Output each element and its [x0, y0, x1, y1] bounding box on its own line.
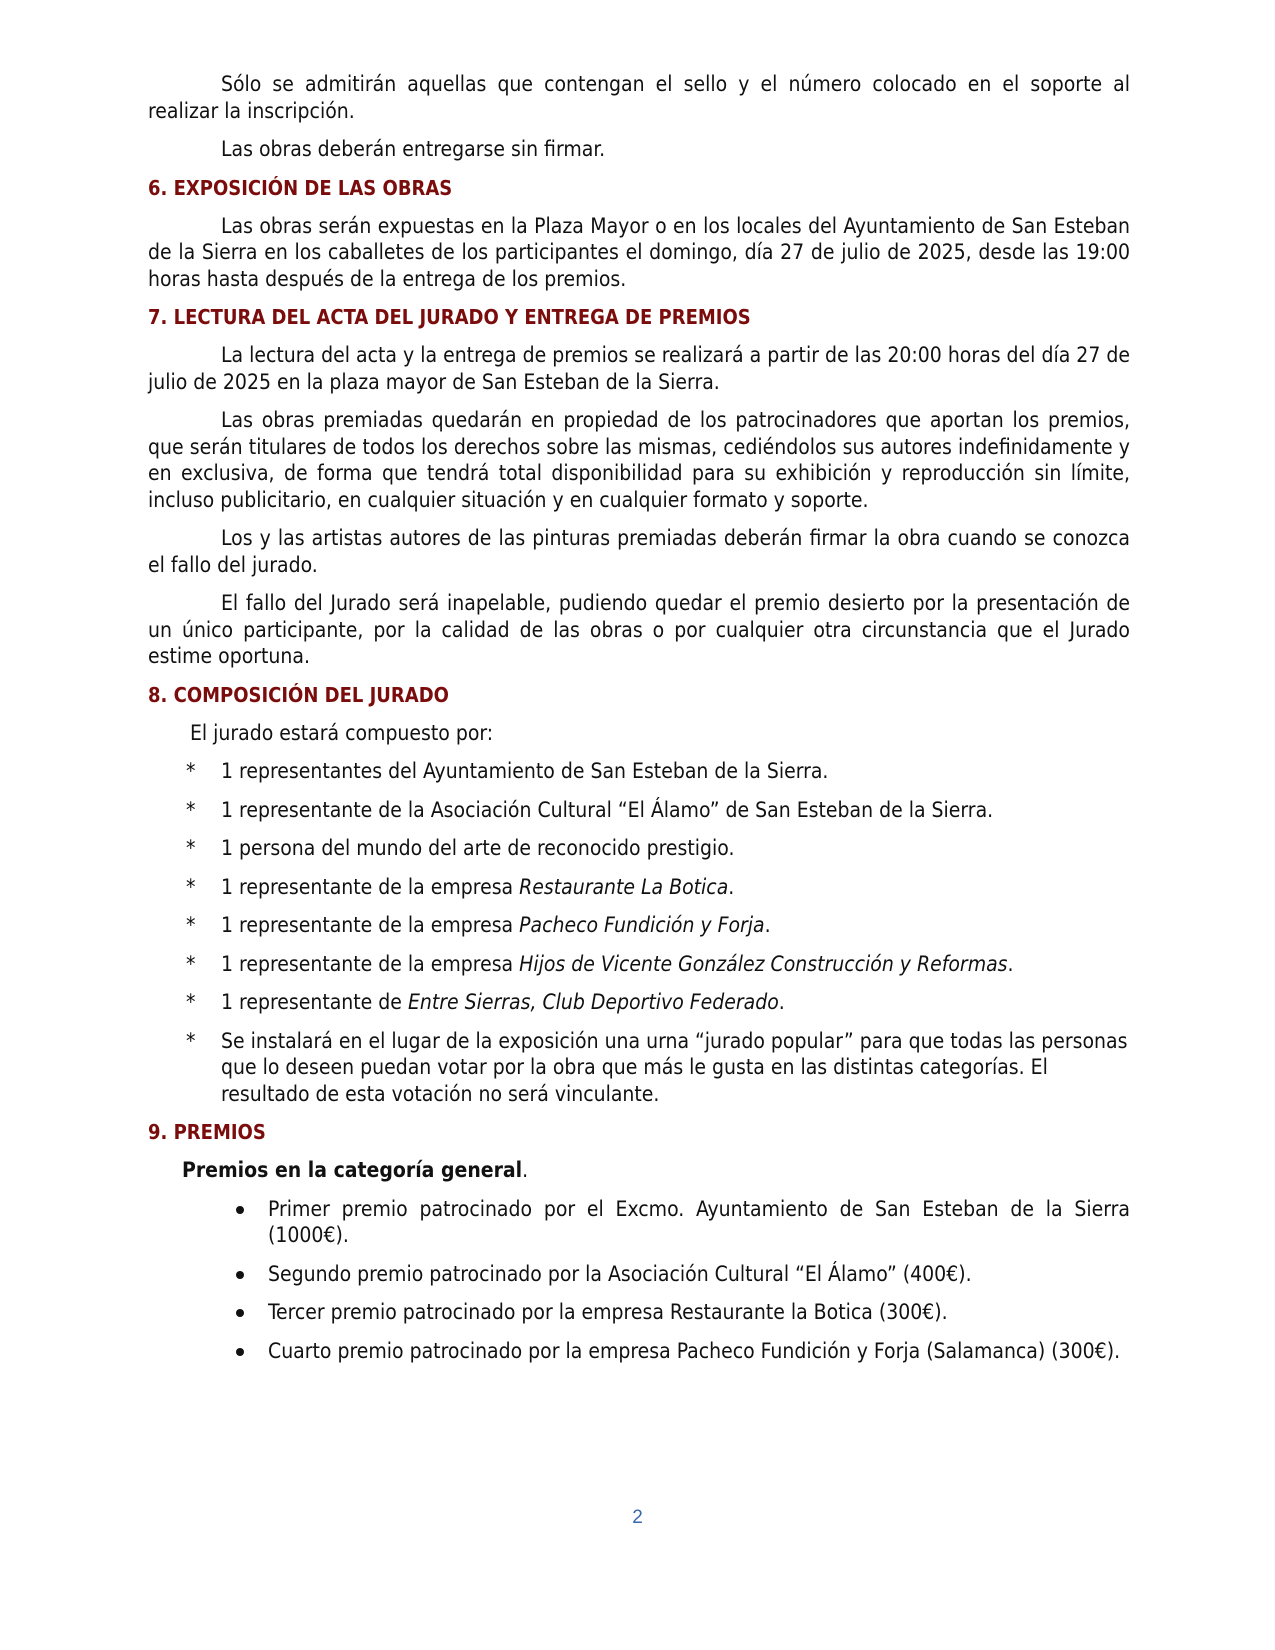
section-heading-jury-composition: 8. COMPOSICIÓN DEL JURADO: [148, 682, 449, 707]
page-number: 2: [632, 1507, 643, 1528]
prize-list: [148, 1196, 1130, 1365]
asterisk-bullet-icon: *: [186, 836, 196, 860]
list-item: * 1 representante de la empresa Pacheco Fundición y Forja.: [186, 913, 771, 937]
list-item: * 1 representantes del Ayuntamiento de San Esteban de la Sierra.: [186, 759, 829, 783]
paragraph-jury-decision: El fallo del Jurado será inapelable, pudiendo quedar el premio desierto por la presentación de un único participante, por la calidad de las obras o por cualquier otra circunstancia que el Jurado estime oportuna.: [148, 591, 1130, 668]
document-page: [148, 71, 1130, 1376]
paragraph-unsigned-works: Las obras deberán entregarse sin firmar.: [221, 137, 606, 161]
asterisk-bullet-icon: *: [186, 797, 196, 822]
prize-category-heading: Premios en la categoría general.: [182, 1158, 529, 1182]
paragraph-artists-sign: Los y las artistas autores de las pinturas premiadas deberán firmar la obra cuando se conozca el fallo del jurado.: [148, 526, 1130, 577]
list-item: * 1 representante de la Asociación Cultural “El Álamo” de San Esteban de la Sierra.: [186, 797, 994, 822]
section-heading-jury-reading: 7. LECTURA DEL ACTA DEL JURADO Y ENTREGA DE PREMIOS: [148, 305, 751, 329]
list-item: * 1 representante de la empresa Restaurante La Botica.: [186, 874, 735, 899]
bullet-icon: [236, 1309, 244, 1317]
paragraph-seal-requirement: Sólo se admitirán aquellas que contengan el sello y el número colocado en el soporte al realizar la inscripción.: [148, 72, 1130, 123]
jury-member-list: [148, 758, 1130, 1107]
asterisk-bullet-icon: *: [186, 990, 196, 1014]
asterisk-bullet-icon: *: [186, 1028, 196, 1053]
list-item: Primer premio patrocinado por el Excmo. Ayuntamiento de San Esteban de la Sierra (1000€).: [148, 1196, 1130, 1249]
company-name: Pacheco Fundición y Forja: [519, 913, 765, 937]
asterisk-bullet-icon: *: [186, 951, 196, 976]
company-name: Restaurante La Botica: [519, 874, 729, 899]
list-item: Segundo premio patrocinado por la Asociación Cultural “El Álamo” (400€).: [148, 1261, 1130, 1288]
asterisk-bullet-icon: *: [186, 874, 196, 899]
paragraph-award-ceremony: La lectura del acta y la entrega de premios se realizará a partir de las 20:00 horas del día 27 de julio de 2025 en la plaza mayor de San Esteban de la Sierra.: [148, 343, 1130, 394]
paragraph-exhibition: Las obras serán expuestas en la Plaza Mayor o en los locales del Ayuntamiento de San Esteban de la Sierra en los caballetes de los participantes el domingo, día 27 de julio de 2025, desde las 19:00 horas hasta después de la entrega de los premios.: [148, 213, 1130, 291]
paragraph-awarded-works-rights: Las obras premiadas quedarán en propiedad de los patrocinadores que aportan los premios, que serán titulares de todos los derechos sobre las mismas, cediéndolos sus autores indefinidamente y en exclusiva, de forma que tendrá total disponibilidad para su exhibición y reproducción sin límite, incluso publicitario, en cualquier situación y en cualquier formato y soporte.: [148, 408, 1130, 512]
list-item: * 1 persona del mundo del arte de reconocido prestigio.: [186, 836, 735, 860]
jury-lead-text: El jurado estará compuesto por:: [190, 720, 494, 745]
company-name: Hijos de Vicente González Construcción y Reformas: [519, 951, 1008, 976]
asterisk-bullet-icon: *: [186, 913, 196, 937]
club-name: Entre Sierras, Club Deportivo Federado: [407, 990, 779, 1014]
section-heading-exhibition: 6. EXPOSICIÓN DE LAS OBRAS: [148, 175, 453, 200]
list-item: Tercer premio patrocinado por la empresa Restaurante la Botica (300€).: [148, 1299, 1130, 1326]
asterisk-bullet-icon: *: [186, 759, 196, 783]
bullet-icon: [236, 1271, 244, 1279]
section-heading-prizes: 9. PREMIOS: [148, 1120, 266, 1144]
list-item: * 1 representante de Entre Sierras, Club Deportivo Federado.: [186, 990, 785, 1014]
list-item: * 1 representante de la empresa Hijos de Vicente González Construcción y Reformas.: [186, 951, 1014, 976]
list-item: * Se instalará en el lugar de la exposición una urna “jurado popular” para que todas las personas que lo deseen puedan votar por la obra que más le gusta en las distintas categorías. El resultado de esta votación no será vinculante.: [186, 1028, 1128, 1106]
bullet-icon: [236, 1206, 244, 1214]
list-item: Cuarto premio patrocinado por la empresa Pacheco Fundición y Forja (Salamanca) (300€).: [148, 1338, 1130, 1365]
bullet-icon: [236, 1348, 244, 1356]
